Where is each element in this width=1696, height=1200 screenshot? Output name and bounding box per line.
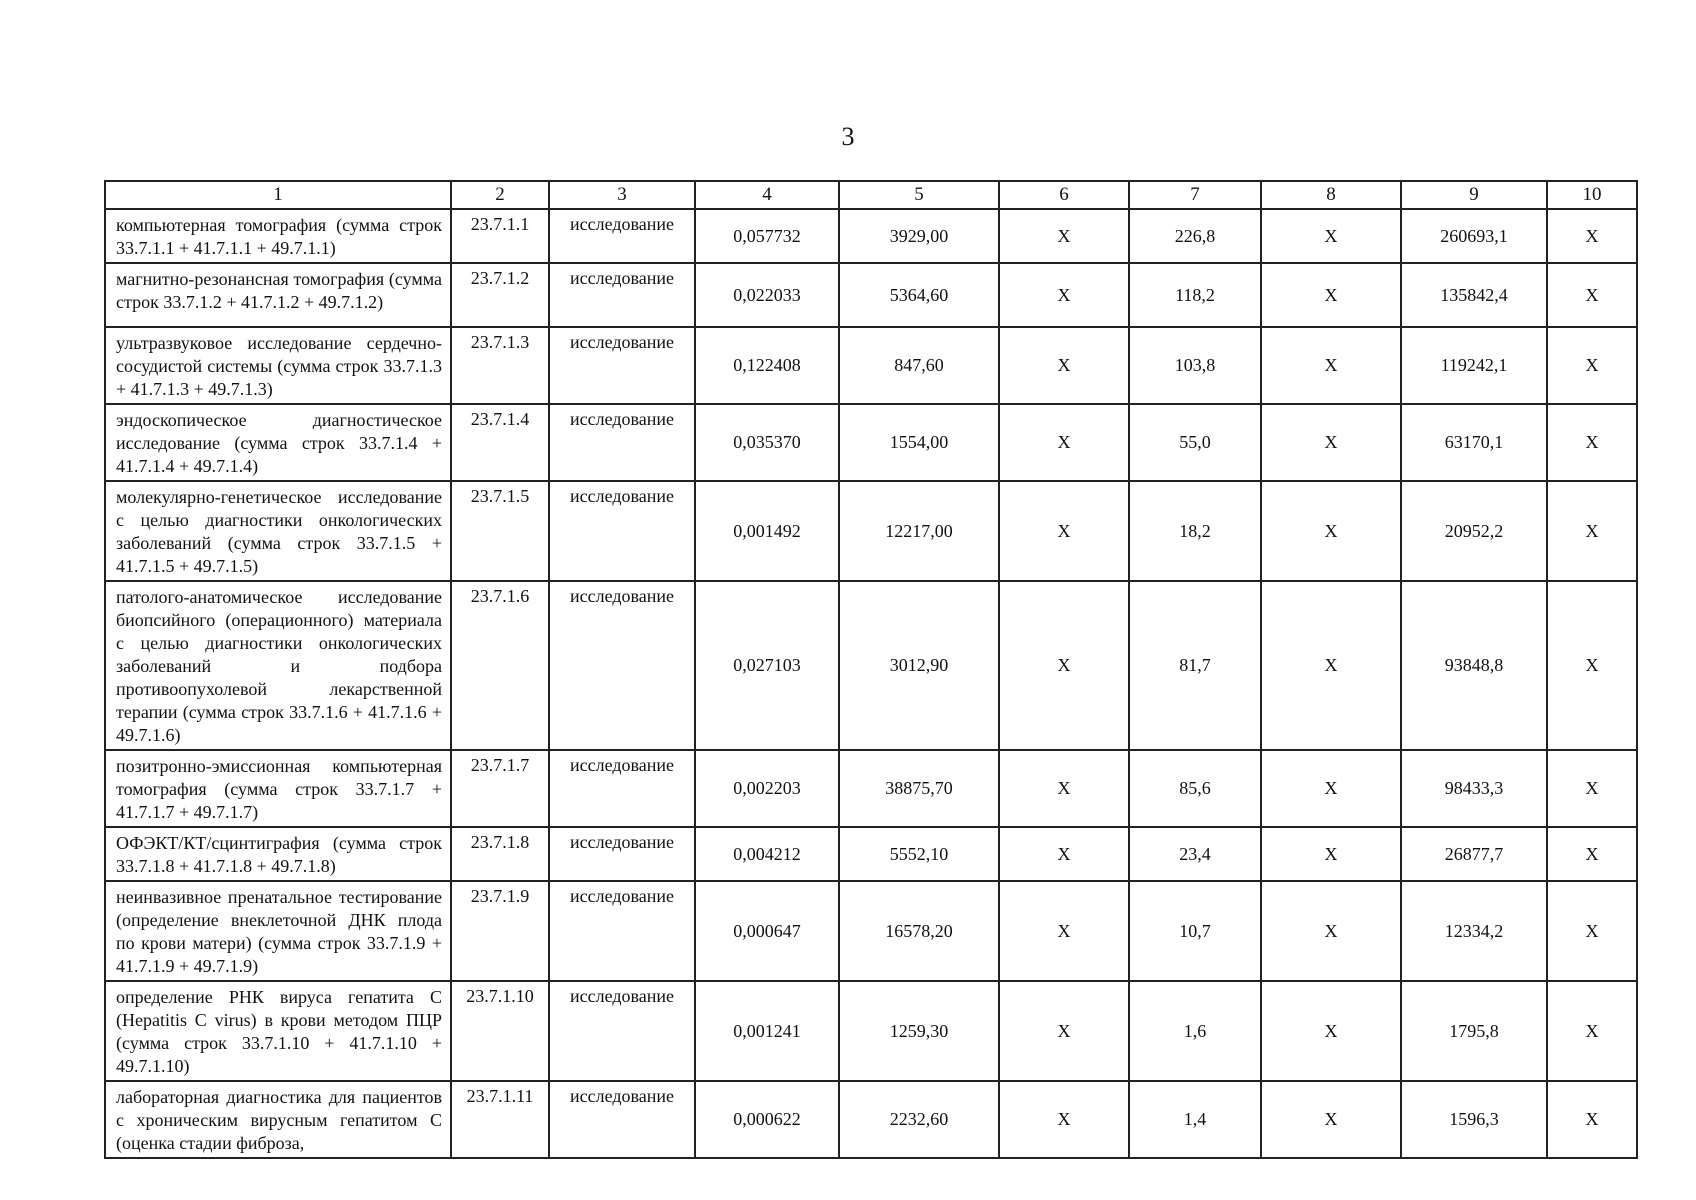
row-name-text: эндоскопическое диагностическое исследование (сумма строк 33.7.1.4 + 41.7.1.4 + 49.7.1.4) (116, 410, 442, 476)
row-unit-cell: исследование (549, 404, 695, 481)
row-name-cell (105, 481, 451, 581)
row-code-cell: 23.7.1.1 (451, 209, 549, 263)
row-col5-cell: 5552,10 (839, 827, 999, 881)
row-col10-cell: Х (1547, 481, 1637, 581)
row-col6-cell: Х (999, 1081, 1129, 1158)
row-name-cell (105, 827, 451, 881)
row-col8-cell: Х (1261, 827, 1401, 881)
table-row (105, 581, 1637, 750)
row-unit-cell: исследование (549, 327, 695, 404)
row-col7-cell: 10,7 (1129, 881, 1261, 981)
row-col4-cell: 0,027103 (695, 581, 839, 750)
row-name-text: магнитно-резонансная томография (сумма строк 33.7.1.2 + 41.7.1.2 + 49.7.1.2) (116, 269, 442, 312)
row-name-cell (105, 209, 451, 263)
row-col7-cell: 23,4 (1129, 827, 1261, 881)
table-row (105, 209, 1637, 263)
row-name-text: неинвазивное пренатальное тестирование (определение внеклеточной ДНК плода по крови матери) (сумма строк 33.7.1.9 + 41.7.1.9 + 49.7.1.9) (116, 887, 442, 976)
row-col5-cell: 38875,70 (839, 750, 999, 827)
row-col6-cell: Х (999, 404, 1129, 481)
row-name-text: молекулярно-генетическое исследование с целью диагностики онкологических заболеваний (сумма строк 33.7.1.5 + 41.7.1.5 + 49.7.1.5) (116, 487, 442, 576)
column-header-4: 4 (695, 181, 839, 209)
table-row (105, 881, 1637, 981)
row-col6-cell: Х (999, 981, 1129, 1081)
row-code-cell: 23.7.1.7 (451, 750, 549, 827)
row-col4-cell: 0,004212 (695, 827, 839, 881)
row-col9-cell: 119242,1 (1401, 327, 1547, 404)
row-name-text: позитронно-эмиссионная компьютерная томография (сумма строк 33.7.1.7 + 41.7.1.7 + 49.7.1.7) (116, 756, 442, 822)
row-name-cell (105, 263, 451, 327)
row-col10-cell: Х (1547, 981, 1637, 1081)
row-col9-cell: 260693,1 (1401, 209, 1547, 263)
row-col9-cell: 1596,3 (1401, 1081, 1547, 1158)
column-header-2: 2 (451, 181, 549, 209)
row-code-cell: 23.7.1.6 (451, 581, 549, 750)
table-row (105, 327, 1637, 404)
table-row (105, 750, 1637, 827)
row-col7-cell: 226,8 (1129, 209, 1261, 263)
row-col6-cell: Х (999, 481, 1129, 581)
row-col5-cell: 3929,00 (839, 209, 999, 263)
row-name-text: лабораторная диагностика для пациентов с хроническим вирусным гепатитом С (оценка стадии фиброза, (116, 1087, 442, 1153)
row-col10-cell: Х (1547, 263, 1637, 327)
row-col10-cell: Х (1547, 404, 1637, 481)
row-unit-cell: исследование (549, 881, 695, 981)
row-code-cell: 23.7.1.5 (451, 481, 549, 581)
row-col4-cell: 0,002203 (695, 750, 839, 827)
table-header-row (105, 181, 1637, 209)
column-header-8: 8 (1261, 181, 1401, 209)
row-col4-cell: 0,001492 (695, 481, 839, 581)
row-col7-cell: 55,0 (1129, 404, 1261, 481)
row-name-cell (105, 404, 451, 481)
row-col4-cell: 0,035370 (695, 404, 839, 481)
row-col9-cell: 98433,3 (1401, 750, 1547, 827)
row-col6-cell: Х (999, 209, 1129, 263)
row-col7-cell: 18,2 (1129, 481, 1261, 581)
row-col5-cell: 1259,30 (839, 981, 999, 1081)
row-col9-cell: 20952,2 (1401, 481, 1547, 581)
row-code-cell: 23.7.1.4 (451, 404, 549, 481)
row-col6-cell: Х (999, 750, 1129, 827)
table-row (105, 404, 1637, 481)
row-col9-cell: 1795,8 (1401, 981, 1547, 1081)
table-row (105, 827, 1637, 881)
row-col5-cell: 847,60 (839, 327, 999, 404)
row-col9-cell: 135842,4 (1401, 263, 1547, 327)
row-col10-cell: Х (1547, 827, 1637, 881)
row-col8-cell: Х (1261, 327, 1401, 404)
row-col7-cell: 81,7 (1129, 581, 1261, 750)
row-col6-cell: Х (999, 881, 1129, 981)
row-col6-cell: Х (999, 263, 1129, 327)
row-col5-cell: 16578,20 (839, 881, 999, 981)
row-code-cell: 23.7.1.3 (451, 327, 549, 404)
row-name-cell (105, 750, 451, 827)
column-header-3: 3 (549, 181, 695, 209)
row-col4-cell: 0,122408 (695, 327, 839, 404)
row-col7-cell: 1,4 (1129, 1081, 1261, 1158)
page-number: 3 (841, 122, 855, 151)
row-col9-cell: 93848,8 (1401, 581, 1547, 750)
row-col9-cell: 26877,7 (1401, 827, 1547, 881)
column-header-7: 7 (1129, 181, 1261, 209)
row-col5-cell: 12217,00 (839, 481, 999, 581)
row-code-cell: 23.7.1.11 (451, 1081, 549, 1158)
row-name-text: ультразвуковое исследование сердечно-сосудистой системы (сумма строк 33.7.1.3 + 41.7.1.3 + 49.7.1.3) (116, 333, 442, 399)
row-name-cell (105, 327, 451, 404)
row-unit-cell: исследование (549, 481, 695, 581)
row-col8-cell: Х (1261, 881, 1401, 981)
row-col9-cell: 12334,2 (1401, 881, 1547, 981)
row-col5-cell: 1554,00 (839, 404, 999, 481)
row-col8-cell: Х (1261, 481, 1401, 581)
table-row (105, 481, 1637, 581)
row-col5-cell: 2232,60 (839, 1081, 999, 1158)
tariff-table (104, 180, 1638, 1159)
row-col9-cell: 63170,1 (1401, 404, 1547, 481)
column-header-9: 9 (1401, 181, 1547, 209)
row-code-cell: 23.7.1.8 (451, 827, 549, 881)
column-header-5: 5 (839, 181, 999, 209)
row-col8-cell: Х (1261, 981, 1401, 1081)
table-row (105, 1081, 1637, 1158)
table-row (105, 263, 1637, 327)
row-col7-cell: 103,8 (1129, 327, 1261, 404)
row-unit-cell: исследование (549, 1081, 695, 1158)
row-col8-cell: Х (1261, 581, 1401, 750)
row-col10-cell: Х (1547, 1081, 1637, 1158)
row-col5-cell: 3012,90 (839, 581, 999, 750)
row-col8-cell: Х (1261, 263, 1401, 327)
column-header-1: 1 (105, 181, 451, 209)
row-name-cell (105, 581, 451, 750)
row-code-cell: 23.7.1.2 (451, 263, 549, 327)
row-col6-cell: Х (999, 581, 1129, 750)
row-unit-cell: исследование (549, 263, 695, 327)
table-row (105, 981, 1637, 1081)
row-col8-cell: Х (1261, 1081, 1401, 1158)
row-code-cell: 23.7.1.10 (451, 981, 549, 1081)
row-name-cell (105, 1081, 451, 1158)
row-col7-cell: 1,6 (1129, 981, 1261, 1081)
row-name-text: ОФЭКТ/КТ/сцинтиграфия (сумма строк 33.7.1.8 + 41.7.1.8 + 49.7.1.8) (116, 833, 442, 876)
row-code-cell: 23.7.1.9 (451, 881, 549, 981)
row-name-cell (105, 981, 451, 1081)
row-col10-cell: Х (1547, 881, 1637, 981)
row-col4-cell: 0,000647 (695, 881, 839, 981)
row-col6-cell: Х (999, 827, 1129, 881)
row-unit-cell: исследование (549, 209, 695, 263)
row-name-text: патолого-анатомическое исследование биопсийного (операционного) материала с целью диагностики онкологических заболеваний и подбора противоопухолевой лекарственной терапии (сумма строк 33.7.1.6 + 41.7.1.6 + 49.7.1.6) (116, 587, 442, 745)
row-unit-cell: исследование (549, 827, 695, 881)
column-header-10: 10 (1547, 181, 1637, 209)
row-col4-cell: 0,001241 (695, 981, 839, 1081)
row-unit-cell: исследование (549, 750, 695, 827)
row-col6-cell: Х (999, 327, 1129, 404)
row-col8-cell: Х (1261, 750, 1401, 827)
row-name-text: определение РНК вируса гепатита С (Hepatitis C virus) в крови методом ПЦР (сумма строк 33.7.1.10 + 41.7.1.10 + 49.7.1.10) (116, 987, 442, 1076)
row-name-cell (105, 881, 451, 981)
row-col10-cell: Х (1547, 750, 1637, 827)
table-body (105, 181, 1637, 1158)
row-col7-cell: 118,2 (1129, 263, 1261, 327)
row-col5-cell: 5364,60 (839, 263, 999, 327)
row-col4-cell: 0,000622 (695, 1081, 839, 1158)
row-unit-cell: исследование (549, 581, 695, 750)
row-col10-cell: Х (1547, 209, 1637, 263)
row-col4-cell: 0,057732 (695, 209, 839, 263)
column-header-6: 6 (999, 181, 1129, 209)
row-col8-cell: Х (1261, 209, 1401, 263)
row-col4-cell: 0,022033 (695, 263, 839, 327)
row-col7-cell: 85,6 (1129, 750, 1261, 827)
row-col8-cell: Х (1261, 404, 1401, 481)
row-col10-cell: Х (1547, 581, 1637, 750)
row-name-text: компьютерная томография (сумма строк 33.7.1.1 + 41.7.1.1 + 49.7.1.1) (116, 215, 442, 258)
row-unit-cell: исследование (549, 981, 695, 1081)
row-col10-cell: Х (1547, 327, 1637, 404)
